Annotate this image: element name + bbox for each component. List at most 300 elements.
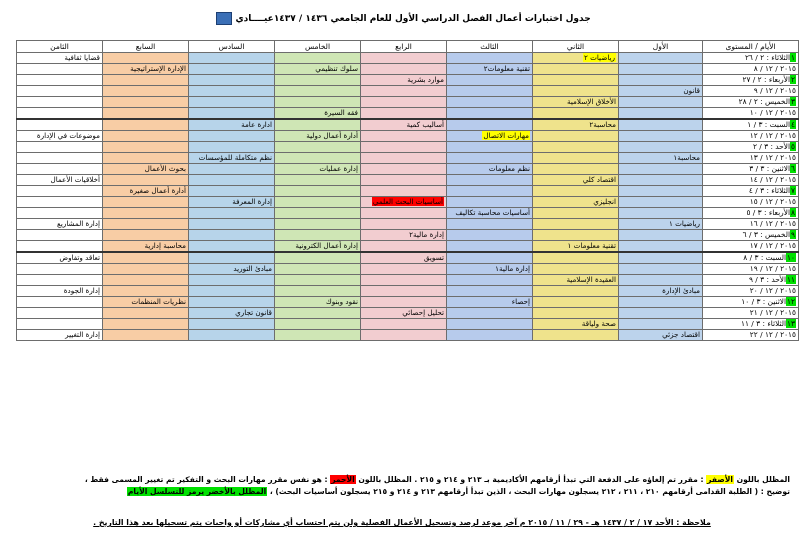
course-cell [275, 252, 361, 264]
note-text: : مقرر تم إلغاؤه على الدفعة التي تبدأ أرقامهم الأكاديمية بـ ٢١٣ و ٢١٤ و ٢١٥ . المظلل باللون [358, 475, 704, 484]
course-cell [533, 97, 619, 108]
table-row [17, 319, 799, 330]
date-cell [703, 319, 799, 330]
course-cell [533, 108, 619, 120]
course-cell [103, 142, 189, 153]
course-cell [275, 131, 361, 142]
course-cell [361, 97, 447, 108]
course-cell [17, 53, 103, 64]
course-cell [447, 175, 533, 186]
table-row [17, 153, 799, 164]
course-cell [533, 175, 619, 186]
course-cell [17, 308, 103, 319]
day-label: السبت : ٣ / ٨ [743, 253, 787, 262]
course-cell [103, 119, 189, 131]
course-cell [189, 142, 275, 153]
course-cell [17, 108, 103, 120]
course-name: أدارة أعمال دولية [306, 131, 358, 140]
course-cell [17, 241, 103, 253]
date-cell [703, 297, 799, 308]
table-row [17, 264, 799, 275]
table-row [17, 86, 799, 97]
course-cell [103, 75, 189, 86]
course-cell [17, 186, 103, 197]
exam-schedule-table [16, 40, 799, 341]
course-cell [361, 275, 447, 286]
course-cell [275, 119, 361, 131]
course-cell [619, 97, 703, 108]
course-cell [619, 175, 703, 186]
course-cell [533, 208, 619, 219]
page-title [0, 12, 804, 25]
date-cell [703, 330, 799, 341]
day-sequence-badge: ٩ [791, 230, 795, 239]
date-cell [703, 308, 799, 319]
course-cell [103, 264, 189, 275]
course-cell [619, 186, 703, 197]
course-cell [447, 186, 533, 197]
date-cell [703, 175, 799, 186]
course-name: تحليل إحصائي [402, 308, 444, 317]
course-name: ادارة عامة [241, 120, 272, 129]
course-cell [361, 175, 447, 186]
course-cell [361, 64, 447, 75]
course-name: مبادئ الإدارة [662, 286, 700, 295]
course-cell [103, 241, 189, 253]
course-cell [533, 53, 619, 64]
course-cell [17, 219, 103, 230]
table-row [17, 175, 799, 186]
course-cell [103, 108, 189, 120]
course-cell [189, 119, 275, 131]
course-cell [189, 97, 275, 108]
day-label: السبت : ٣ / ١ [747, 120, 791, 129]
course-cell [361, 131, 447, 142]
course-cell [361, 219, 447, 230]
course-cell [619, 53, 703, 64]
course-name: نظريات المنظمات [131, 297, 186, 306]
course-cell [361, 108, 447, 120]
course-cell [447, 252, 533, 264]
course-cell [533, 297, 619, 308]
table-row [17, 219, 799, 230]
day-sequence-badge: ٦ [791, 164, 795, 173]
course-cell [619, 275, 703, 286]
course-cell [103, 197, 189, 208]
day-label: الاثنين : ٣ / ٣ [749, 164, 791, 173]
course-name: اقتصاد جزئي [662, 330, 700, 339]
day-sequence-badge: ١٣ [787, 319, 795, 328]
course-cell [619, 208, 703, 219]
date-cell [703, 142, 799, 153]
course-cell [189, 64, 275, 75]
course-name: إدارة مالية٢ [409, 230, 444, 239]
course-cell [17, 208, 103, 219]
date-cell [703, 275, 799, 286]
course-cell [361, 264, 447, 275]
date-cell [703, 108, 799, 120]
course-cell [189, 275, 275, 286]
header-cell: الرابع [361, 41, 447, 53]
table-row [17, 119, 799, 131]
date-cell [703, 119, 799, 131]
course-cell [275, 297, 361, 308]
day-label: الاثنين : ٣ / ١٠ [741, 297, 787, 306]
course-cell [447, 264, 533, 275]
table-row [17, 97, 799, 108]
course-name: إدارة مالية١ [495, 264, 530, 273]
course-cell [447, 275, 533, 286]
course-cell [533, 86, 619, 97]
course-cell [361, 308, 447, 319]
course-name: بحوث الأعمال [144, 164, 186, 173]
day-label: الأربعاء : ٢ / ٢٧ [742, 75, 791, 84]
course-cell [619, 241, 703, 253]
course-cell [189, 197, 275, 208]
course-cell [533, 142, 619, 153]
course-cell [533, 241, 619, 253]
course-cell [361, 164, 447, 175]
course-cell [103, 131, 189, 142]
course-cell [361, 53, 447, 64]
course-cell [17, 330, 103, 341]
gregorian-date: ٢٠١٥ / ١٢ / ٢٢ [749, 330, 796, 339]
course-cell [189, 53, 275, 64]
course-cell [361, 330, 447, 341]
course-name: العقيدة الإسلامية [566, 275, 616, 284]
course-cell [619, 308, 703, 319]
course-cell [189, 230, 275, 241]
note-line-2 [14, 486, 790, 498]
course-cell [189, 219, 275, 230]
course-cell [17, 131, 103, 142]
day-label: الأحد : ٣ / ٢ [752, 142, 791, 151]
course-cell [619, 219, 703, 230]
course-cell [17, 230, 103, 241]
course-cell [17, 286, 103, 297]
course-cell [361, 153, 447, 164]
day-sequence-badge: ٧ [791, 186, 795, 195]
course-cell [189, 241, 275, 253]
course-cell [361, 142, 447, 153]
course-cell [275, 142, 361, 153]
course-cell [619, 64, 703, 75]
course-name: انجليزي [593, 197, 616, 206]
course-cell [103, 175, 189, 186]
course-cell [189, 319, 275, 330]
table-row [17, 197, 799, 208]
course-cell [275, 241, 361, 253]
course-cell [447, 297, 533, 308]
course-cell [447, 319, 533, 330]
course-cell [447, 97, 533, 108]
course-cell [619, 197, 703, 208]
course-name: أدارة أعمال صغيرة [129, 186, 186, 195]
course-cell [619, 330, 703, 341]
course-cell [275, 175, 361, 186]
day-sequence-badge: ٣ [791, 97, 795, 106]
course-cell [275, 208, 361, 219]
table-row [17, 108, 799, 120]
course-cell [447, 308, 533, 319]
course-name: قانون تجاري [235, 308, 272, 317]
table-row [17, 275, 799, 286]
course-cell [275, 319, 361, 330]
day-sequence-badge: ٤ [791, 120, 795, 129]
course-name: محاسبة٢ [589, 120, 616, 129]
course-cell [619, 119, 703, 131]
course-cell [103, 219, 189, 230]
date-cell [703, 64, 799, 75]
gregorian-date: ٢٠١٥ / ١٢ / ٢١ [749, 308, 796, 317]
table-row [17, 142, 799, 153]
header-cell: الأيام / المستوى [703, 41, 799, 53]
course-name: نظم معلومات [488, 164, 530, 173]
course-cell [447, 330, 533, 341]
course-cell [189, 175, 275, 186]
course-name: صحة ولياقة [581, 319, 616, 328]
date-cell [703, 86, 799, 97]
course-cell [533, 131, 619, 142]
gregorian-date: ٢٠١٥ / ١٢ / ١٠ [749, 108, 796, 117]
course-cell [447, 75, 533, 86]
course-cell [533, 219, 619, 230]
course-cell [17, 153, 103, 164]
course-name: اقتصاد كلي [582, 175, 616, 184]
course-cell [447, 131, 533, 142]
course-cell [17, 164, 103, 175]
table-row [17, 186, 799, 197]
day-sequence-badge: ١ [791, 53, 795, 62]
course-cell [447, 142, 533, 153]
course-cell [189, 264, 275, 275]
course-cell [447, 230, 533, 241]
notes [14, 474, 790, 498]
header-cell: الخامس [275, 41, 361, 53]
course-cell [533, 119, 619, 131]
date-cell [703, 186, 799, 197]
day-sequence-badge: ١٠ [787, 253, 795, 262]
header-cell: الثالث [447, 41, 533, 53]
course-cell [275, 230, 361, 241]
day-sequence-badge: ٥ [791, 142, 795, 151]
course-cell [189, 186, 275, 197]
day-sequence-badge: ٢ [791, 75, 795, 84]
date-cell [703, 230, 799, 241]
table-row [17, 53, 799, 64]
course-cell [361, 286, 447, 297]
note-text: المظلل باللون [736, 475, 790, 484]
course-cell [275, 153, 361, 164]
course-cell [447, 119, 533, 131]
table-row [17, 330, 799, 341]
course-cell [361, 86, 447, 97]
course-name: محاسبة١ [673, 153, 700, 162]
course-cell [361, 119, 447, 131]
course-cell [189, 75, 275, 86]
course-name: إدارة الجودة [63, 286, 100, 295]
course-cell [103, 186, 189, 197]
course-name: تقنية معلومات ١ [567, 241, 616, 250]
course-cell [103, 286, 189, 297]
course-cell [533, 252, 619, 264]
course-cell [189, 208, 275, 219]
header-row [17, 41, 799, 53]
day-sequence-badge: ١١ [787, 275, 795, 284]
course-cell [533, 319, 619, 330]
course-name: محاسبة إدارية [144, 241, 186, 250]
course-cell [361, 186, 447, 197]
course-cell [619, 108, 703, 120]
course-name: إحصاء [511, 297, 530, 306]
course-cell [533, 264, 619, 275]
course-name: تعاقد وتفاوض [59, 253, 100, 262]
course-cell [447, 153, 533, 164]
table-row [17, 252, 799, 264]
course-name: فقه السيرة [324, 108, 358, 117]
date-cell [703, 153, 799, 164]
course-cell [447, 108, 533, 120]
course-cell [17, 175, 103, 186]
course-name: إدارة المعرفة [232, 197, 272, 206]
header-cell: السابع [103, 41, 189, 53]
course-name: نقود وبنوك [325, 297, 358, 306]
course-cell [361, 241, 447, 253]
course-cell [619, 264, 703, 275]
course-cell [619, 297, 703, 308]
course-cell [619, 75, 703, 86]
day-sequence-badge: ٨ [791, 208, 795, 217]
course-name: قضايا ثقافية [64, 53, 100, 62]
red-label: الأحمر [331, 475, 355, 484]
course-cell [275, 108, 361, 120]
course-cell [533, 330, 619, 341]
course-cell [17, 264, 103, 275]
course-name: أساسيات البحث العلمي [372, 197, 443, 206]
course-name: موارد بشرية [407, 75, 444, 84]
day-label: الأربعاء : ٣ / ٥ [746, 208, 791, 217]
gregorian-date: ٢٠١٥ / ١٢ / ١٣ [749, 153, 796, 162]
course-cell [17, 142, 103, 153]
course-cell [275, 219, 361, 230]
course-name: الأخلاق الإسلامية [567, 97, 616, 106]
note-line-1 [14, 474, 790, 486]
yellow-label: الأصفر [707, 475, 733, 484]
gregorian-date: ٢٠١٥ / ١٢ / ٢٠ [749, 286, 796, 295]
gregorian-date: ٢٠١٥ / ١٢ / ١٩ [749, 264, 796, 273]
course-cell [103, 64, 189, 75]
course-cell [447, 164, 533, 175]
header-cell: الأول [619, 41, 703, 53]
course-cell [533, 286, 619, 297]
gregorian-date: ٢٠١٥ / ١٢ / ١٢ [749, 131, 796, 140]
header-cell: السادس [189, 41, 275, 53]
gregorian-date: ٢٠١٥ / ١٢ / ١٦ [749, 219, 796, 228]
course-name: موضوعات في الإدارة [36, 131, 100, 140]
course-cell [103, 330, 189, 341]
course-cell [447, 64, 533, 75]
date-cell [703, 75, 799, 86]
course-cell [533, 75, 619, 86]
course-cell [619, 252, 703, 264]
twitter-icon [216, 12, 232, 25]
course-cell [533, 64, 619, 75]
green-label: المظلل بالأخضر يرمز للتسلسل الأيام [127, 487, 267, 496]
course-cell [619, 142, 703, 153]
gregorian-date: ٢٠١٥ / ١٢ / ١٥ [749, 197, 796, 206]
course-cell [533, 230, 619, 241]
course-name: سلوك تنظيمي [315, 64, 358, 73]
course-cell [275, 286, 361, 297]
title-text: جدول اختبارات أعمال الفصل الدراسي الأول للعام الجامعي ١٤٣٦ / ١٤٣٧عيــــادي [235, 14, 591, 24]
course-cell [619, 153, 703, 164]
course-cell [189, 153, 275, 164]
course-name: أخلاقيات الأعمال [50, 175, 100, 184]
course-name: مبادئ التوريد [233, 264, 272, 273]
course-name: إدارة أعمال الكترونية [295, 241, 358, 250]
course-name: إدارة المشاريع [57, 219, 100, 228]
day-label: الأحد : ٣ / ٩ [748, 275, 787, 284]
note-text: : هو نفس مقرر مهارات البحث و التفكير تم تغيير المسمى فقط ، [84, 475, 328, 484]
course-cell [361, 208, 447, 219]
course-name: تقنية معلومات٢ [483, 64, 530, 73]
course-cell [619, 230, 703, 241]
course-name: أساسيات محاسبة تكاليف [455, 208, 530, 217]
table-row [17, 230, 799, 241]
day-label: الخميس : ٢ / ٢٨ [738, 97, 791, 106]
course-cell [619, 86, 703, 97]
gregorian-date: ٢٠١٥ / ١٢ / ١٧ [749, 241, 796, 250]
course-cell [189, 286, 275, 297]
course-cell [103, 308, 189, 319]
date-cell [703, 97, 799, 108]
date-cell [703, 53, 799, 64]
course-cell [533, 197, 619, 208]
header-cell: الثامن [17, 41, 103, 53]
course-cell [533, 186, 619, 197]
course-cell [275, 275, 361, 286]
course-cell [275, 186, 361, 197]
course-cell [17, 319, 103, 330]
course-cell [189, 252, 275, 264]
course-cell [275, 164, 361, 175]
table-row [17, 64, 799, 75]
course-cell [17, 86, 103, 97]
course-cell [17, 75, 103, 86]
day-sequence-badge: ١٢ [787, 297, 795, 306]
course-cell [17, 119, 103, 131]
date-cell [703, 241, 799, 253]
course-cell [533, 308, 619, 319]
date-cell [703, 131, 799, 142]
day-label: الثلاثاء : ٢ / ٢٦ [744, 53, 791, 62]
course-cell [447, 241, 533, 253]
table-row [17, 297, 799, 308]
course-cell [189, 108, 275, 120]
course-cell [361, 319, 447, 330]
table-row [17, 131, 799, 142]
date-cell [703, 164, 799, 175]
header-cell: الثاني [533, 41, 619, 53]
date-cell [703, 197, 799, 208]
course-cell [533, 275, 619, 286]
course-name: الإدارة الإستراتيجية [130, 64, 186, 73]
course-cell [275, 75, 361, 86]
course-cell [619, 131, 703, 142]
course-cell [189, 308, 275, 319]
date-cell [703, 252, 799, 264]
course-name: أساليب كمية [406, 120, 444, 129]
